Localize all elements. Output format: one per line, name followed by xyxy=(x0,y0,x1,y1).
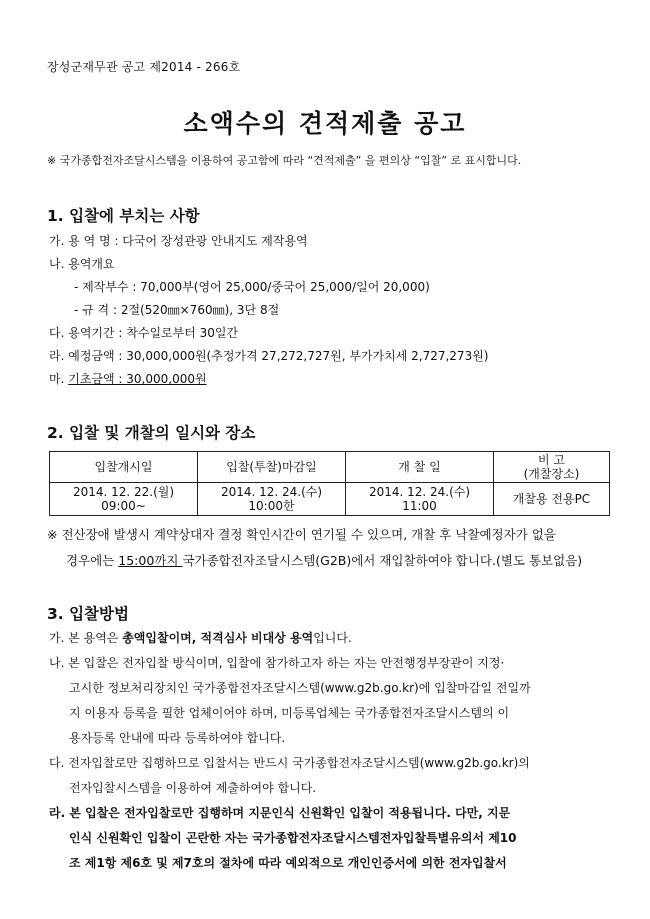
method-item-ga xyxy=(49,630,352,646)
method-item-na-line4: 용자등록 안내에 따라 등록하여야 합니다. xyxy=(69,731,286,745)
open-cell xyxy=(346,483,494,516)
section3-heading: 3. 입찰방법 xyxy=(47,605,129,623)
col-close-header: 입찰(투찰)마감일 xyxy=(198,452,346,483)
method-item-na-line1: 나. 본 입찰은 전자입찰 방식이며, 입찰에 참가하고자 하는 자는 안전행정부장관이 지정· xyxy=(49,656,505,670)
ga-suffix: 입니다. xyxy=(313,631,352,645)
notice-number: 장성군재무관 공고 제2014 - 266호 xyxy=(47,60,241,74)
close-time: 10:00한 xyxy=(248,499,295,513)
estimated-line: 라. 예정금액 : 30,000,000원(추정가격 27,272,727원, 부가가치세 2,727,273원) xyxy=(49,349,489,363)
schedule-note-line1: ※ 전산장애 발생시 계약상대자 결정 확인시간이 연기될 수 있으며, 개찰 후 낙찰예정자가 없을 xyxy=(47,527,556,542)
close-date: 2014. 12. 24.(수) xyxy=(220,485,323,499)
open-time: 11:00 xyxy=(402,499,437,513)
remark-header-line1: 비 고 xyxy=(538,453,565,467)
method-item-da-line1: 다. 전자입찰로만 집행하므로 입찰서는 반드시 국가종합전자조달시스템(www.g2b.go.kr)의 xyxy=(49,756,530,770)
col-open-header: 개 찰 일 xyxy=(346,452,494,483)
col-remark-header xyxy=(494,452,610,483)
base-amount: 기초금액 : 30,000,000원 xyxy=(68,372,207,386)
method-item-ra-line2: 인식 신원확인 입찰이 곤란한 자는 국가종합전자조달시스템전자입찰특별유의서 제10 xyxy=(69,831,517,845)
remark-cell: 개찰용 전용PC xyxy=(494,483,610,516)
ga-prefix: 가. 본 용역은 xyxy=(49,631,123,645)
method-item-ra-line1: 라. 본 입찰은 전자입찰로만 집행하며 지문인식 신원확인 입찰이 적용됩니다. 다만, 지문 xyxy=(49,806,511,820)
service-name: 가. 용 역 명 : 다국어 장성관광 안내지도 제작용역 xyxy=(49,234,308,248)
col-start-header: 입찰개시일 xyxy=(50,452,198,483)
table-header-row xyxy=(50,452,610,483)
service-overview: 나. 용역개요 xyxy=(49,257,115,271)
base-amount-line xyxy=(49,371,207,387)
open-date: 2014. 12. 24.(수) xyxy=(368,485,471,499)
schedule-note-line2 xyxy=(66,553,582,569)
period-line: 다. 용역기간 : 착수일로부터 30일간 xyxy=(49,326,239,340)
copies-line: - 제작부수 : 70,000부(영어 25,000/중국어 25,000/일어 20,000) xyxy=(74,280,430,294)
start-cell xyxy=(50,483,198,516)
note-suffix: 국가종합전자조달시스템(G2B)에서 재입찰하여야 합니다.(별도 통보없음) xyxy=(182,553,583,568)
method-item-na-line2: 고시한 정보처리장치인 국가종합전자조달시스템(www.g2b.go.kr)에 입찰마감일 전일까 xyxy=(69,681,531,695)
method-item-da-line2: 전자입찰시스템을 이용하여 제출하여야 합니다. xyxy=(69,781,317,795)
page-title: 소액수의 견적제출 공고 xyxy=(183,109,467,138)
note-prefix: 경우에는 xyxy=(66,553,119,568)
section2-heading: 2. 입찰 및 개찰의 일시와 장소 xyxy=(47,424,256,442)
table-row xyxy=(50,483,610,516)
ga-bold: 총액입찰이며, 적격심사 비대상 용역 xyxy=(122,631,314,645)
remark-header-line2: (개찰장소) xyxy=(523,467,580,481)
start-time: 09:00~ xyxy=(101,499,146,513)
method-item-ra-line3: 조 제1항 제6호 및 제7호의 절차에 따라 예외적으로 개인인증서에 의한 전자입찰서 xyxy=(69,856,507,870)
start-date: 2014. 12. 22.(월) xyxy=(72,485,175,499)
close-cell xyxy=(198,483,346,516)
base-prefix: 마. xyxy=(49,372,69,386)
section1-heading: 1. 입찰에 부치는 사항 xyxy=(47,207,200,225)
schedule-table xyxy=(49,451,610,516)
method-item-na-line3: 지 이용자 등록을 필한 업체이어야 하며, 미등록업체는 국가종합전자조달시스템의 이 xyxy=(69,706,510,720)
note-deadline: 15:00까지 xyxy=(118,553,183,568)
size-line: - 규 격 : 2절(520㎜×760㎜), 3단 8절 xyxy=(74,303,280,317)
intro-note: ※ 국가종합전자조달시스템을 이용하여 공고함에 따라 “견적제출” 을 편의상 “입찰” 로 표시합니다. xyxy=(47,154,522,167)
